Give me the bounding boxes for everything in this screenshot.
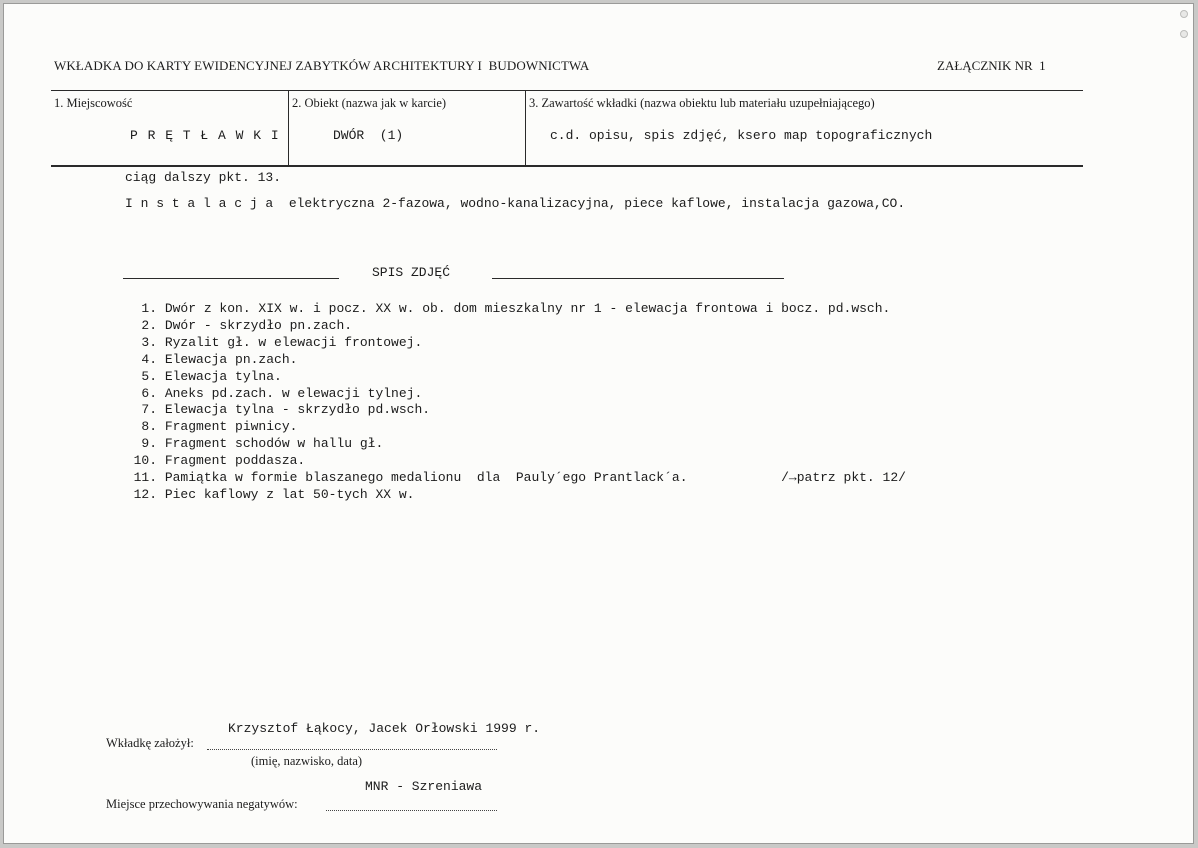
table-divider-1: [288, 90, 289, 166]
founded-by-dotted-line: [207, 749, 497, 750]
heading-rule-left: [123, 278, 339, 279]
locality-label: 1. Miejscowość: [54, 96, 133, 110]
installation-line: I n s t a l a c j a elektryczna 2-fazowa, wodno-kanalizacyjna, piece kaflowe, instalacja gazowa,CO.: [125, 196, 906, 211]
photo-list-heading: SPIS ZDJĘĆ: [372, 265, 451, 280]
item-number: 6.: [141, 385, 157, 401]
item-text: Aneks pd.zach. w elewacji tylnej.: [164, 385, 423, 401]
item-number: 12.: [133, 486, 157, 502]
item-number: 3.: [141, 334, 157, 350]
table-top-border: [51, 90, 1083, 91]
object-value: DWÓR (1): [333, 128, 404, 143]
content-label: 3. Zawartość wkładki (nazwa obiektu lub materiału uzupełniającego): [529, 96, 875, 110]
heading-rule-right: [492, 278, 784, 279]
list-item: [121, 419, 906, 436]
object-label: 2. Obiekt (nazwa jak w karcie): [292, 96, 447, 110]
storage-value: MNR - Szreniawa: [365, 779, 483, 794]
list-item: [121, 487, 906, 504]
item-number: 1.: [141, 301, 157, 316]
list-item: [121, 386, 906, 403]
item-number: 9.: [141, 436, 157, 452]
table-bottom-border: [51, 165, 1083, 167]
list-item: [121, 352, 906, 369]
founded-by-value: Krzysztof Łąkocy, Jacek Orłowski 1999 r.: [228, 721, 541, 736]
item-text: Piec kaflowy z lat 50-tych XX w.: [164, 486, 415, 502]
list-item: [121, 470, 906, 487]
founded-by-label: Wkładkę założył:: [106, 736, 194, 750]
item-text: Elewacja tylna - skrzydło pd.wsch.: [164, 402, 431, 418]
item-text: Elewacja pn.zach.: [164, 351, 298, 367]
top-right-hole: [1180, 10, 1188, 18]
item-number: 8.: [141, 419, 157, 435]
list-item: [121, 318, 906, 335]
photo-list: [121, 301, 906, 504]
locality-value: P R Ę T Ł A W K I: [130, 128, 280, 143]
list-item: [121, 436, 906, 453]
founded-by-hint: (imię, nazwisko, data): [251, 754, 363, 768]
item-text: Fragment schodów w hallu gł.: [164, 436, 384, 452]
list-item: [121, 369, 906, 386]
list-item: [121, 335, 906, 352]
item-text: Pamiątka w formie blaszanego medalionu dla Pauly´ego Prantlack´a. /→patrz pkt. 12/: [164, 470, 906, 486]
item-text: Dwór z kon. XIX w. i pocz. XX w. ob. dom mieszkalny nr 1 - elewacja frontowa i bocz. pd.wsch.: [164, 301, 891, 316]
list-item: [121, 402, 906, 419]
continuation-line: ciąg dalszy pkt. 13.: [125, 170, 282, 185]
item-text: Ryzalit gł. w elewacji frontowej.: [164, 334, 423, 350]
storage-label: Miejsce przechowywania negatywów:: [106, 797, 298, 811]
top-right-hole-2: [1180, 30, 1188, 38]
item-number: 7.: [141, 402, 157, 418]
item-number: 11.: [133, 470, 157, 486]
storage-dotted-line: [326, 810, 497, 811]
item-number: 2.: [141, 317, 157, 333]
item-text: Fragment piwnicy.: [164, 419, 298, 435]
list-item: [121, 453, 906, 470]
list-item: [121, 301, 906, 318]
item-text: Elewacja tylna.: [164, 368, 282, 384]
record-card: [3, 3, 1194, 844]
table-divider-2: [525, 90, 526, 166]
item-number: 5.: [141, 368, 157, 384]
item-text: Dwór - skrzydło pn.zach.: [164, 317, 353, 333]
content-value: c.d. opisu, spis zdjęć, ksero map topograficznych: [550, 128, 933, 143]
item-number: 10.: [133, 453, 157, 469]
document-title: WKŁADKA DO KARTY EWIDENCYJNEJ ZABYTKÓW ARCHITEKTURY I BUDOWNICTWA: [54, 58, 590, 73]
annex-number: ZAŁĄCZNIK NR 1: [937, 58, 1046, 73]
item-number: 4.: [141, 351, 157, 367]
item-text: Fragment poddasza.: [164, 453, 306, 469]
